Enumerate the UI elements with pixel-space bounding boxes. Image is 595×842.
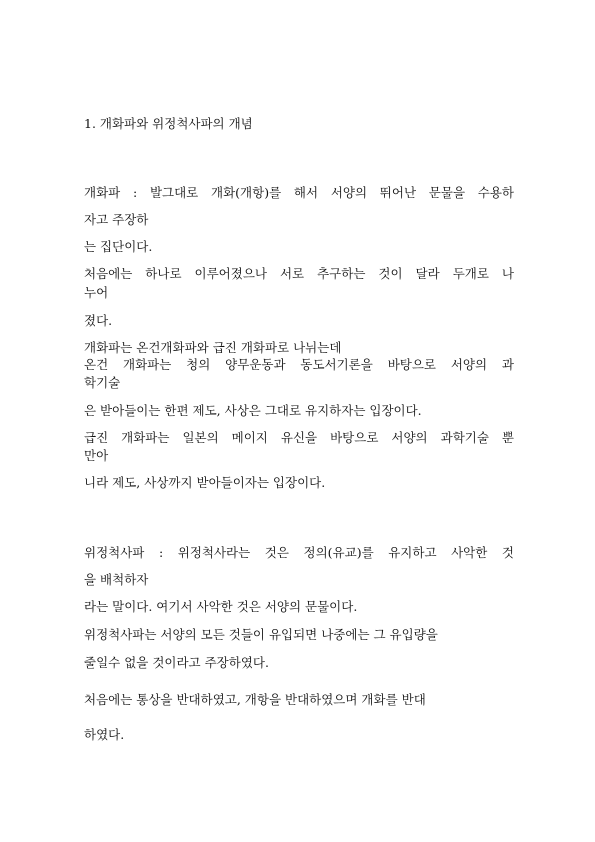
gaehwa-line-6: 졌다. [84, 313, 113, 328]
section-heading: 1. 개화파와 위정척사파의 개념 [84, 116, 253, 131]
gaehwa-line-7: 개화파는 온건개화파와 급진 개화파로 나뉘는데 [84, 340, 342, 355]
wijeong-line-3: 라는 말이다. 여기서 사악한 것은 서양의 문물이다. [84, 599, 358, 614]
wijeong-line-2: 을 배척하자 [84, 572, 149, 587]
gaehwa-line-10: 은 받아들이는 한편 제도, 사상은 그대로 유지하자는 입장이다. [84, 403, 422, 418]
gaehwa-line-8: 온건 개화파는 청의 양무운동과 동도서기론을 바탕으로 서양의 과 [84, 357, 514, 372]
gaehwa-line-1: 개화파 : 발그대로 개화(개항)를 해서 서양의 뛰어난 문물을 수용하 [84, 185, 514, 200]
gaehwa-line-11: 급진 개화파는 일본의 메이지 유신을 바탕으로 서양의 과학기술 뿐 [84, 430, 514, 445]
gaehwa-line-5: 누어 [84, 285, 109, 300]
gaehwa-line-3: 는 집단이다. [84, 239, 153, 254]
wijeong-line-5: 줄일수 없을 것이라고 주장하였다. [84, 655, 269, 670]
wijeong-line-6: 처음에는 통상을 반대하였고, 개항을 반대하였으며 개화를 반대 [84, 692, 426, 707]
gaehwa-line-12: 만아 [84, 448, 109, 463]
wijeong-line-7: 하였다. [84, 727, 125, 742]
gaehwa-line-2: 자고 주장하 [84, 212, 149, 227]
gaehwa-line-9: 학기술 [84, 375, 121, 390]
wijeong-line-4: 위정척사파는 서양의 모든 것들이 유입되면 나중에는 그 유입량을 [84, 627, 438, 642]
gaehwa-line-13: 니라 제도, 사상까지 받아들이자는 입장이다. [84, 475, 326, 490]
gaehwa-line-4: 처음에는 하나로 이루어졌으나 서로 추구하는 것이 달라 두개로 나 [84, 266, 514, 281]
wijeong-line-1: 위정척사파 : 위정척사라는 것은 정의(유교)를 유지하고 사악한 것 [84, 545, 514, 560]
